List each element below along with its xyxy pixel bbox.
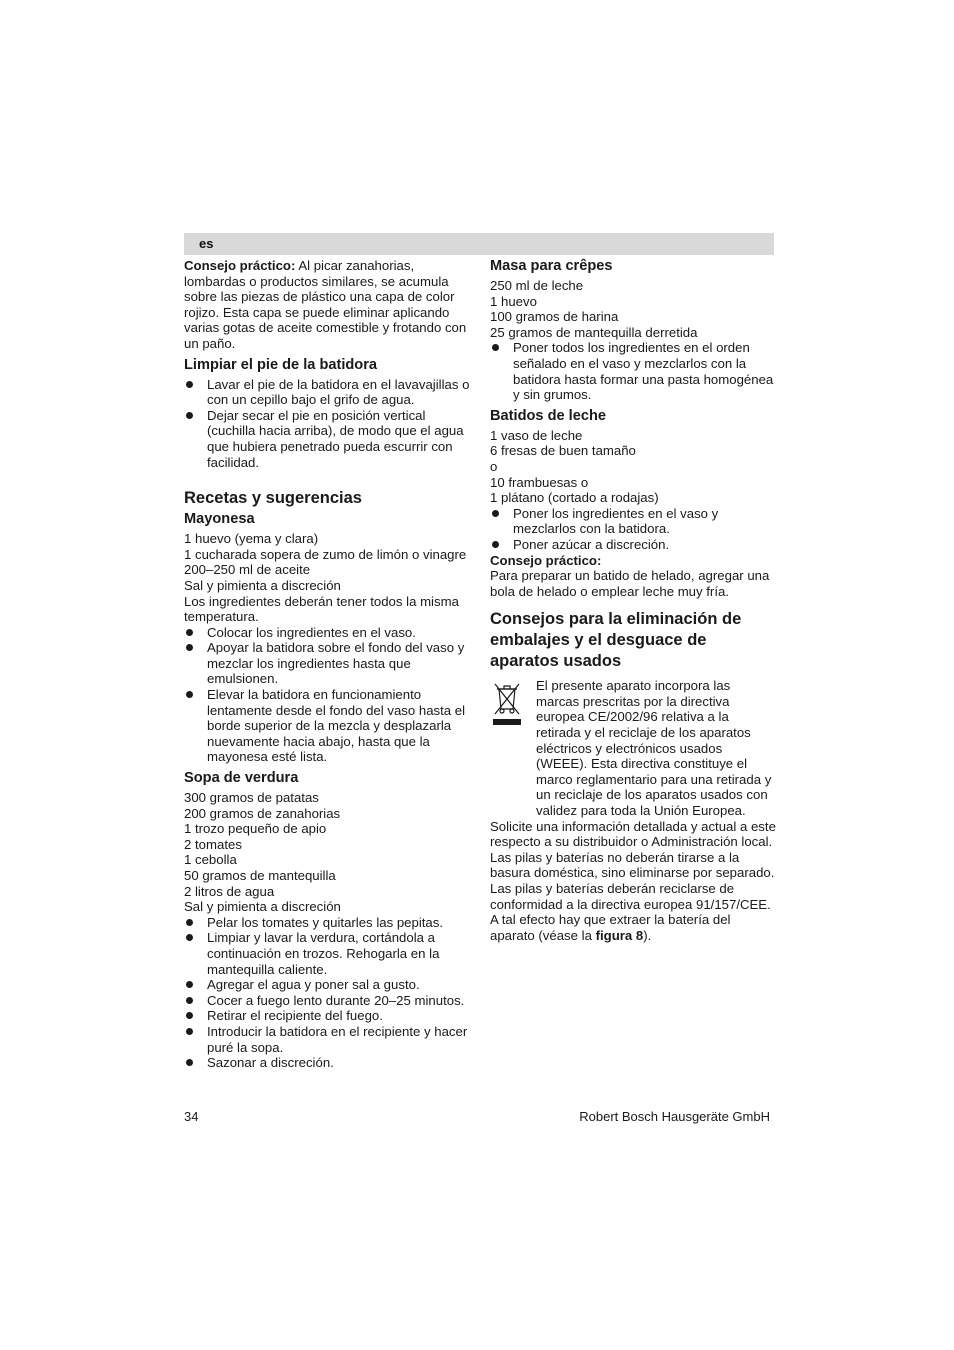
bullet-icon [186, 381, 193, 388]
list-item: Introducir la batidora en el recipiente y hacer puré la sopa. [184, 1024, 476, 1055]
language-bar [184, 233, 774, 255]
battery-text: Las pilas y baterías no deberán tirarse a la basura doméstica, sino eliminarse por separado. [490, 849, 775, 881]
bullet-icon [186, 934, 193, 941]
shakes-line: o [490, 458, 498, 474]
soup-list [184, 915, 476, 1071]
mayo-line: Sal y pimienta a discreción [184, 577, 341, 593]
bullet-icon [186, 1028, 193, 1035]
mayo-heading: Mayonesa [184, 511, 255, 528]
bullet-icon [186, 919, 193, 926]
soup-line: 2 tomates [184, 836, 242, 852]
list-item: Lavar el pie de la batidora en el lavavajillas o con un cepillo bajo el grifo de agua. [184, 377, 476, 408]
list-item: Dejar secar el pie en posición vertical (cuchilla hacia arriba), de modo que el agua que hubiera penetrado pueda escurrir con facilidad. [184, 408, 476, 470]
language-code: es [199, 236, 214, 251]
list-item: Agregar el agua y poner sal a gusto. [184, 977, 476, 993]
tip-paragraph [184, 258, 476, 352]
battery-text: A tal efecto hay que extraer la batería del aparato (véase la figura 8). [490, 912, 731, 943]
list-item: Poner azúcar a discreción. [490, 537, 776, 553]
bullet-icon [186, 629, 193, 636]
list-item: Retirar el recipiente del fuego. [184, 1008, 476, 1024]
bullet-icon [186, 981, 193, 988]
bullet-icon [186, 997, 193, 1004]
crepes-list [490, 340, 776, 402]
shakes-tip-text: Para preparar un batido de helado, agregar una bola de helado o emplear leche muy fría. [490, 568, 770, 599]
bullet-icon [492, 344, 499, 351]
recipes-heading: Recetas y sugerencias [184, 489, 362, 508]
list-item: Colocar los ingredientes en el vaso. [184, 625, 476, 641]
crepes-line: 1 huevo [490, 293, 537, 309]
figure-reference: figura 8 [595, 927, 644, 943]
weee-block [490, 678, 776, 818]
company-name: Robert Bosch Hausgeräte GmbH [579, 1109, 770, 1124]
right-column [490, 258, 776, 943]
crossed-out-wheelie-bin-icon [490, 678, 524, 818]
crepes-line: 250 ml de leche [490, 278, 584, 293]
shakes-tip-label: Consejo práctico: [490, 552, 602, 568]
page-number: 34 [184, 1109, 199, 1124]
shakes-line: 10 frambuesas o [490, 474, 589, 490]
shakes-heading: Batidos de leche [490, 407, 606, 424]
bullet-icon [492, 541, 499, 548]
bullet-icon [492, 510, 499, 517]
list-item: Limpiar y lavar la verdura, cortándola a continuación en trozos. Rehogarla en la mantequilla caliente. [184, 930, 476, 977]
mayo-line: 200–250 ml de aceite [184, 562, 311, 578]
mayo-list [184, 625, 476, 765]
tip-text: Al picar zanahorias, lombardas o productos similares, se acumula sobre las piezas de plástico una capa de color rojizo. Esta capa se puede eliminar aplicando varias gotas de aceite comestible y frotando con un paño. [184, 258, 467, 351]
bullet-icon [186, 644, 193, 651]
soup-line: 2 litros de agua [184, 883, 275, 899]
mayo-line: 1 cucharada sopera de zumo de limón o vinagre [184, 546, 467, 562]
list-item: Poner todos los ingredientes en el orden señalado en el vaso y mezclarlos con la batidora hasta formar una pasta homogénea y sin grumos. [490, 340, 776, 402]
list-item: Apoyar la batidora sobre el fondo del vaso y mezclar los ingredientes hasta que emulsionen. [184, 640, 476, 687]
soup-line: 300 gramos de patatas [184, 790, 319, 806]
soup-line: 1 trozo pequeño de apio [184, 821, 327, 837]
soup-heading: Sopa de verdura [184, 770, 299, 787]
bullet-icon [186, 1059, 193, 1066]
mayo-line: Los ingredientes deberán tener todos la misma temperatura. [184, 593, 459, 625]
soup-line: 1 cebolla [184, 852, 237, 868]
clean-list [184, 377, 476, 471]
crepes-heading: Masa para crêpes [490, 258, 613, 274]
tip-label: Consejo práctico: [184, 258, 296, 273]
shakes-list [490, 506, 776, 553]
left-column [184, 258, 476, 1071]
battery-text: Las pilas y baterías deberán reciclarse de conformidad a la directiva europea 91/157/CEE. [490, 881, 771, 912]
bullet-icon [186, 691, 193, 698]
shakes-line: 1 plátano (cortado a rodajas) [490, 490, 659, 506]
soup-line: 50 gramos de mantequilla [184, 868, 336, 883]
crepes-line: 25 gramos de mantequilla derretida [490, 324, 698, 340]
bullet-icon [186, 1012, 193, 1019]
list-item: Pelar los tomates y quitarles las pepitas. [184, 915, 476, 931]
list-item: Cocer a fuego lento durante 20–25 minutos. [184, 993, 476, 1009]
soup-line: 200 gramos de zanahorias [184, 805, 341, 821]
bullet-icon [186, 412, 193, 419]
shakes-line: 6 fresas de buen tamaño [490, 443, 636, 459]
list-item: Sazonar a discreción. [184, 1055, 476, 1071]
mayo-line: 1 huevo (yema y clara) [184, 531, 319, 547]
crepes-line: 100 gramos de harina [490, 309, 619, 325]
shakes-line: 1 vaso de leche [490, 427, 583, 443]
list-item: Elevar la batidora en funcionamiento lentamente desde el fondo del vaso hasta el borde superior de la mezcla y desplazarla nuevamente hacia abajo, hasta que la mayonesa esté lista. [184, 687, 476, 765]
list-item: Poner los ingredientes en el vaso y mezclarlos con la batidora. [490, 506, 776, 537]
soup-line: Sal y pimienta a discreción [184, 899, 341, 915]
clean-heading: Limpiar el pie de la batidora [184, 356, 378, 373]
disposal-heading: Consejos para la eliminación de embalajes y el desguace de aparatos usados [490, 610, 742, 671]
info-text: Solicite una información detallada y actual a este respecto a su distribuidor o Administración local. [490, 818, 776, 850]
weee-text: El presente aparato incorpora las marcas prescritas por la directiva europea CE/2002/96 relativa a la retirada y el reciclaje de los aparatos eléctricos y electrónicos usados (WEEE). Esta directiva constituye el marco reglamentario para una retirada y un reciclaje de los aparatos usados con validez para toda la Unión Europea. [536, 678, 772, 819]
